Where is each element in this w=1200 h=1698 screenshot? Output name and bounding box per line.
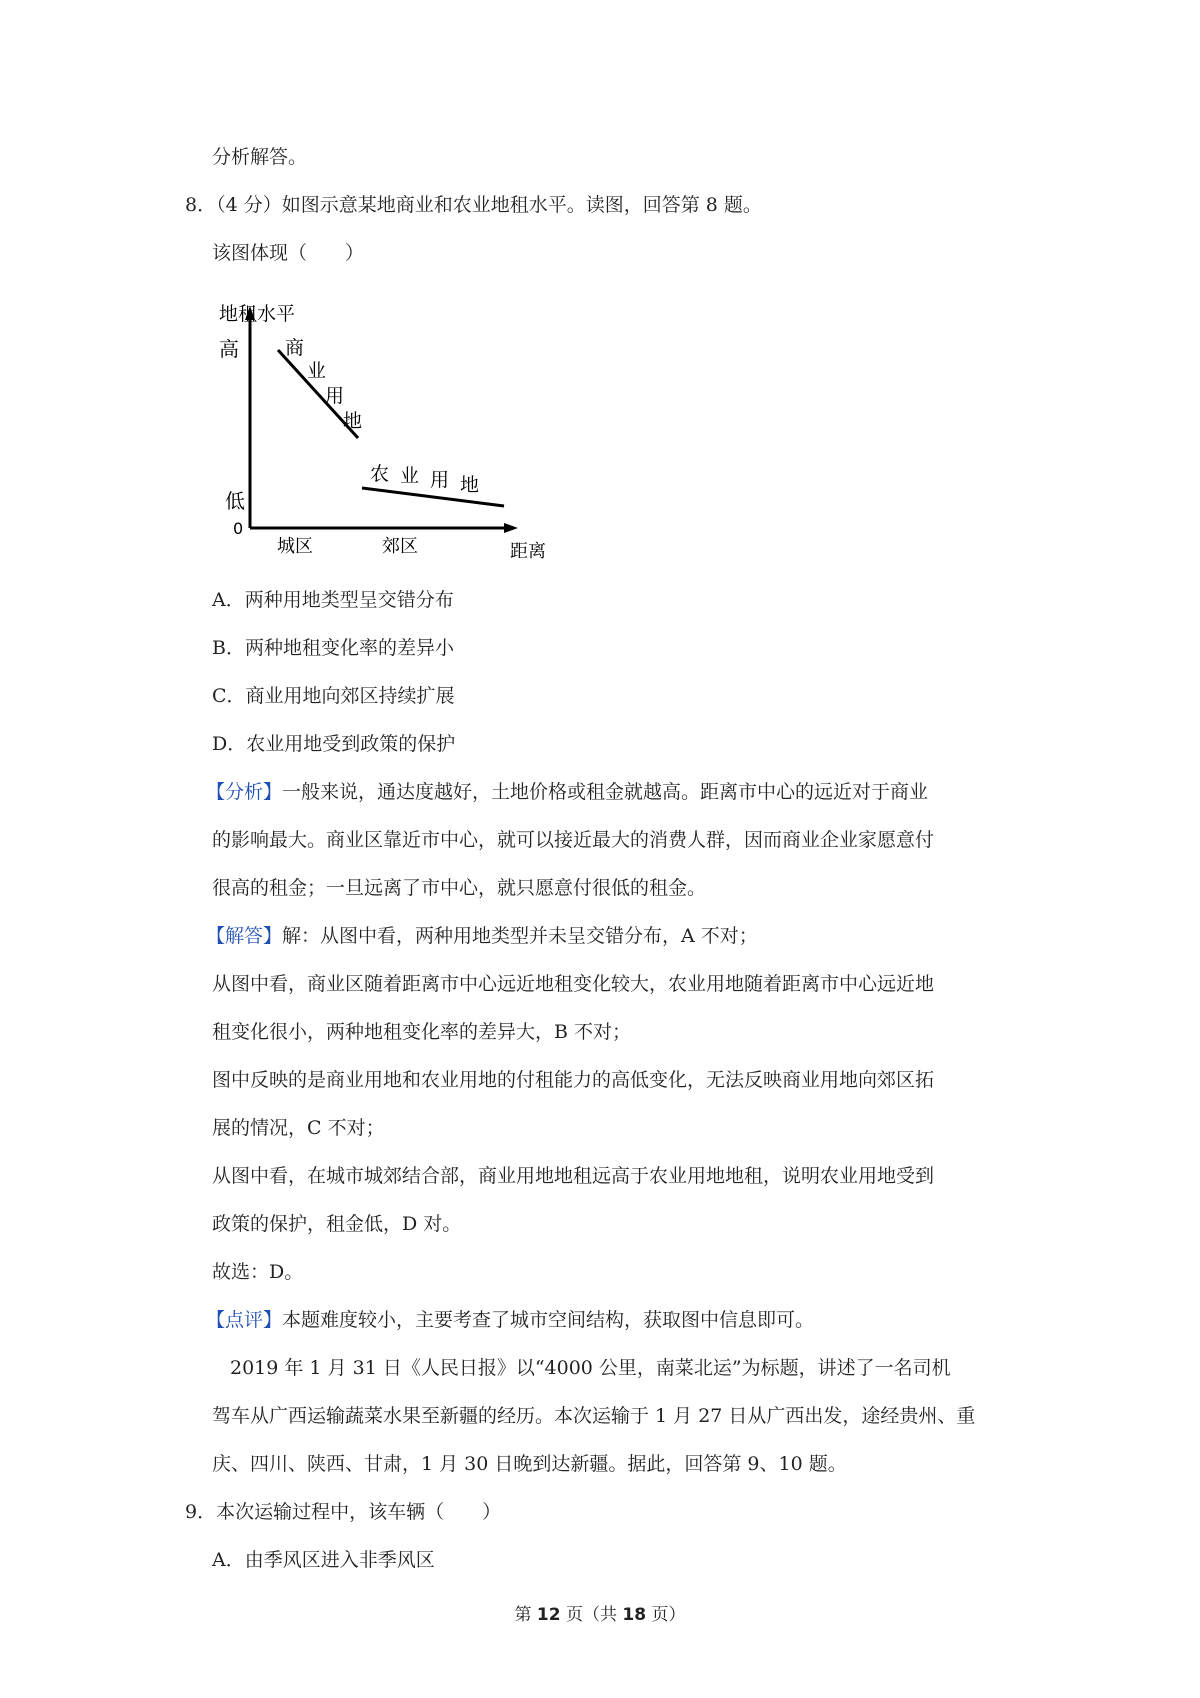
analysis-text: 一般来说，通达度越好，土地价格或租金就越高。距离市中心的远近对于商业: [282, 781, 929, 803]
commercial-label-char: 商: [285, 337, 305, 359]
solution-line: 图中反映的是商业用地和农业用地的付租能力的高低变化，无法反映商业用地向郊区拓: [212, 1069, 935, 1091]
option-b: B．两种地租变化率的差异小: [212, 637, 454, 659]
y-axis-label: 地租水平: [219, 303, 296, 325]
solution-line: 故选：D。: [212, 1261, 304, 1283]
rent-distance-figure: [205, 298, 550, 568]
option-d: D．农业用地受到政策的保护: [212, 733, 456, 755]
footer-total-pages: 18: [622, 1605, 647, 1625]
question-9: 9．本次运输过程中，该车辆（ ）: [185, 1501, 502, 1523]
solution-line: [206, 924, 758, 948]
analysis-line: 很高的租金；一旦远离了市中心，就只愿意付很低的租金。: [212, 877, 707, 899]
zone-suburb-label: 郊区: [382, 536, 418, 557]
analysis-tag: 【分析】: [206, 781, 283, 803]
solution-line: 租变化很小，两种地租变化率的差异大，B 不对；: [212, 1021, 632, 1043]
solution-tag: 【解答】: [206, 925, 283, 947]
question-8-stem: 该图体现（ ）: [212, 242, 365, 264]
commercial-label-char: 用: [325, 385, 345, 407]
comment-tag: 【点评】: [206, 1309, 283, 1331]
commercial-label-char: 业: [307, 360, 327, 382]
footer-prefix: 第: [514, 1605, 532, 1625]
comment-text: 本题难度较小，主要考查了城市空间结构，获取图中信息即可。: [282, 1309, 815, 1331]
footer-page-number: 12: [536, 1605, 561, 1625]
text-line: 分析解答。: [212, 146, 308, 168]
passage-line: 驾车从广西运输蔬菜水果至新疆的经历。本次运输于 1 月 27 日从广西出发，途经贵州、重: [212, 1405, 976, 1427]
option-a: A．两种用地类型呈交错分布: [212, 589, 454, 611]
question-8: 8．（4 分）如图示意某地商业和农业地租水平。读图，回答第 8 题。: [185, 194, 762, 216]
x-axis-label: 距离: [510, 541, 546, 562]
solution-line: 展的情况，C 不对；: [212, 1117, 385, 1139]
commercial-label-char: 地: [343, 410, 363, 432]
x-axis-arrow: [504, 523, 518, 533]
agricultural-label-char: 地: [460, 474, 480, 496]
agricultural-label-char: 用: [430, 469, 450, 491]
origin-label: 0: [233, 519, 244, 538]
solution-line: 政策的保护，租金低，D 对。: [212, 1213, 462, 1235]
footer-middle: 页（共: [566, 1605, 617, 1625]
footer-suffix: 页）: [651, 1605, 686, 1625]
passage-line: 庆、四川、陕西、甘肃，1 月 30 日晚到达新疆。据此，回答第 9、10 题。: [212, 1453, 847, 1475]
agricultural-label-char: 农: [370, 463, 390, 485]
comment-line: [206, 1308, 814, 1332]
analysis-line: [206, 780, 928, 804]
analysis-line: 的影响最大。商业区靠近市中心，就可以接近最大的消费人群，因而商业企业家愿意付: [212, 829, 935, 851]
agricultural-label-char: 业: [400, 465, 420, 487]
y-high-label: 高: [219, 337, 239, 361]
option-c: C．商业用地向郊区持续扩展: [212, 685, 455, 707]
page-footer: [0, 1600, 1200, 1625]
question-9-option-a: A．由季风区进入非季风区: [212, 1549, 435, 1571]
zone-urban-label: 城区: [277, 536, 313, 557]
passage-line: 2019 年 1 月 31 日《人民日报》以“4000 公里，南菜北运”为标题，讲述了一名司机: [230, 1357, 951, 1379]
y-low-label: 低: [225, 489, 245, 513]
solution-text: 解：从图中看，两种用地类型并未呈交错分布，A 不对；: [282, 925, 758, 947]
solution-line: 从图中看，在城市城郊结合部，商业用地地租远高于农业用地地租，说明农业用地受到: [212, 1165, 935, 1187]
solution-line: 从图中看，商业区随着距离市中心远近地租变化较大，农业用地随着距离市中心远近地: [212, 973, 935, 995]
